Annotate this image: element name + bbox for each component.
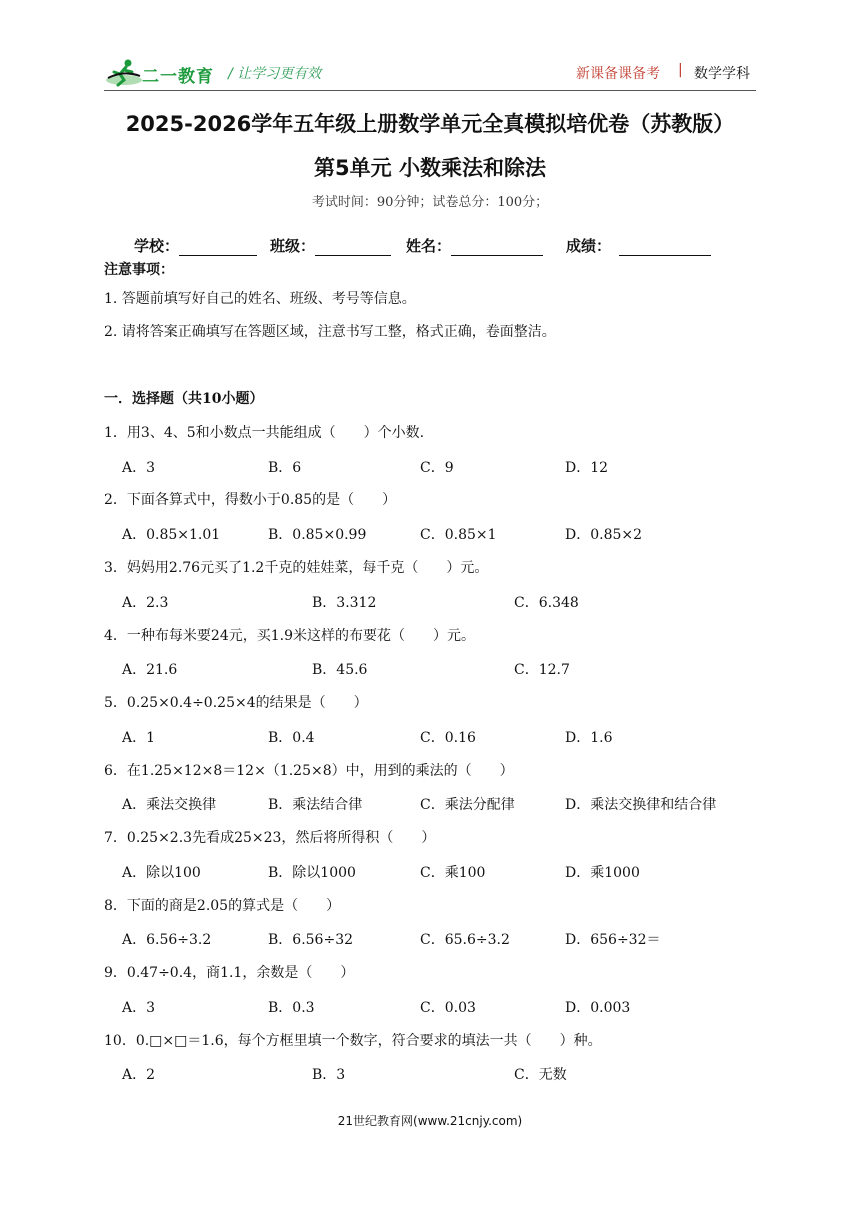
name-label: 姓名： — [406, 237, 452, 255]
question-stem: 8．下面的商是2.05的算式是（ ） — [104, 898, 341, 914]
option-c[interactable]: C．6.348 — [514, 595, 579, 611]
school-field[interactable] — [134, 235, 257, 256]
option-b[interactable]: B．0.3 — [268, 1000, 315, 1016]
option-b[interactable]: B．0.4 — [268, 730, 315, 746]
option-b[interactable]: B．乘法结合律 — [268, 797, 363, 813]
option-d[interactable]: D．656÷32＝ — [565, 932, 661, 948]
header-slogan: / 让学习更有效 — [228, 66, 322, 82]
question-stem: 7．0.25×2.3先看成25×23，然后将所得积（ ） — [104, 830, 436, 846]
question-stem: 4．一种布每米要24元，买1.9米这样的布要花（ ）元。 — [104, 628, 475, 644]
question-stem: 9．0.47÷0.4，商1.1，余数是（ ） — [104, 965, 355, 981]
school-blank[interactable] — [179, 239, 257, 256]
page-footer[interactable]: 21世纪教育网(www.21cnjy.com) — [337, 1114, 523, 1128]
header-tagline: 新课备课备考 — [576, 66, 660, 82]
name-blank[interactable] — [451, 239, 543, 256]
unit-title: 第5单元 小数乘法和除法 — [314, 156, 546, 180]
option-a[interactable]: A．2 — [122, 1067, 156, 1083]
notice-title: 注意事项： — [104, 262, 174, 278]
option-a[interactable]: A．1 — [122, 730, 156, 746]
section-title: 一．选择题（共10小题） — [104, 391, 264, 407]
option-a[interactable]: A．3 — [122, 1000, 156, 1016]
option-c[interactable]: C．0.85×1 — [420, 527, 497, 543]
name-field[interactable] — [406, 235, 543, 256]
option-c[interactable]: C．乘100 — [420, 865, 486, 881]
option-d[interactable]: D．12 — [565, 460, 609, 476]
option-b[interactable]: B．3 — [312, 1067, 346, 1083]
option-c[interactable]: C．无数 — [514, 1067, 567, 1083]
option-a[interactable]: A．除以100 — [122, 865, 201, 881]
school-label: 学校： — [134, 237, 180, 255]
question-stem: 10．0.□×□＝1.6，每个方框里填一个数字，符合要求的填法一共（ ）种。 — [104, 1033, 602, 1049]
header-separator: | — [678, 62, 683, 78]
option-c[interactable]: C．乘法分配律 — [420, 797, 515, 813]
option-a[interactable]: A．2.3 — [122, 595, 169, 611]
option-a[interactable]: A．3 — [122, 460, 156, 476]
option-b[interactable]: B．除以1000 — [268, 865, 356, 881]
option-c[interactable]: C．12.7 — [514, 662, 570, 678]
question-stem: 2．下面各算式中，得数小于0.85的是（ ） — [104, 492, 397, 508]
notice-item: 2. 请将答案正确填写在答题区域，注意书写工整，格式正确，卷面整洁。 — [104, 324, 556, 340]
option-a[interactable]: A．0.85×1.01 — [122, 527, 221, 543]
option-d[interactable]: D．乘1000 — [565, 865, 640, 881]
option-c[interactable]: C．0.03 — [420, 1000, 476, 1016]
class-field[interactable] — [270, 235, 391, 256]
score-blank[interactable] — [619, 239, 711, 256]
option-b[interactable]: B．6 — [268, 460, 302, 476]
option-c[interactable]: C．65.6÷3.2 — [420, 932, 510, 948]
option-c[interactable]: C．0.16 — [420, 730, 476, 746]
exam-title: 2025-2026学年五年级上册数学单元全真模拟培优卷（苏教版） — [125, 112, 735, 136]
class-label: 班级： — [270, 237, 316, 255]
header-subject: 数学学科 — [694, 66, 750, 82]
question-stem: 6．在1.25×12×8＝12×（1.25×8）中，用到的乘法的（ ） — [104, 763, 514, 779]
option-d[interactable]: D．0.85×2 — [565, 527, 643, 543]
runner-logo-icon — [104, 58, 144, 88]
class-blank[interactable] — [315, 239, 391, 256]
notice-item: 1. 答题前填写好自己的姓名、班级、考号等信息。 — [104, 291, 416, 307]
option-a[interactable]: A．21.6 — [122, 662, 178, 678]
score-field[interactable] — [566, 235, 711, 256]
option-d[interactable]: D．乘法交换律和结合律 — [565, 797, 717, 813]
logo-text: 二一教育 — [142, 67, 214, 87]
option-c[interactable]: C．9 — [420, 460, 454, 476]
option-b[interactable]: B．6.56÷32 — [268, 932, 354, 948]
question-stem: 3．妈妈用2.76元买了1.2千克的娃娃菜，每千克（ ）元。 — [104, 560, 489, 576]
option-b[interactable]: B．0.85×0.99 — [268, 527, 367, 543]
option-b[interactable]: B．45.6 — [312, 662, 368, 678]
question-stem: 5．0.25×0.4÷0.25×4的结果是（ ） — [104, 695, 368, 711]
score-label: 成绩： — [566, 237, 612, 255]
question-stem: 1．用3、4、5和小数点一共能组成（ ）个小数. — [104, 425, 425, 441]
option-a[interactable]: A．6.56÷3.2 — [122, 932, 212, 948]
option-d[interactable]: D．0.003 — [565, 1000, 631, 1016]
header-divider — [104, 90, 756, 91]
option-a[interactable]: A．乘法交换律 — [122, 797, 217, 813]
option-d[interactable]: D．1.6 — [565, 730, 613, 746]
exam-info: 考试时间：90分钟；试卷总分：100分； — [311, 195, 549, 210]
option-b[interactable]: B．3.312 — [312, 595, 377, 611]
